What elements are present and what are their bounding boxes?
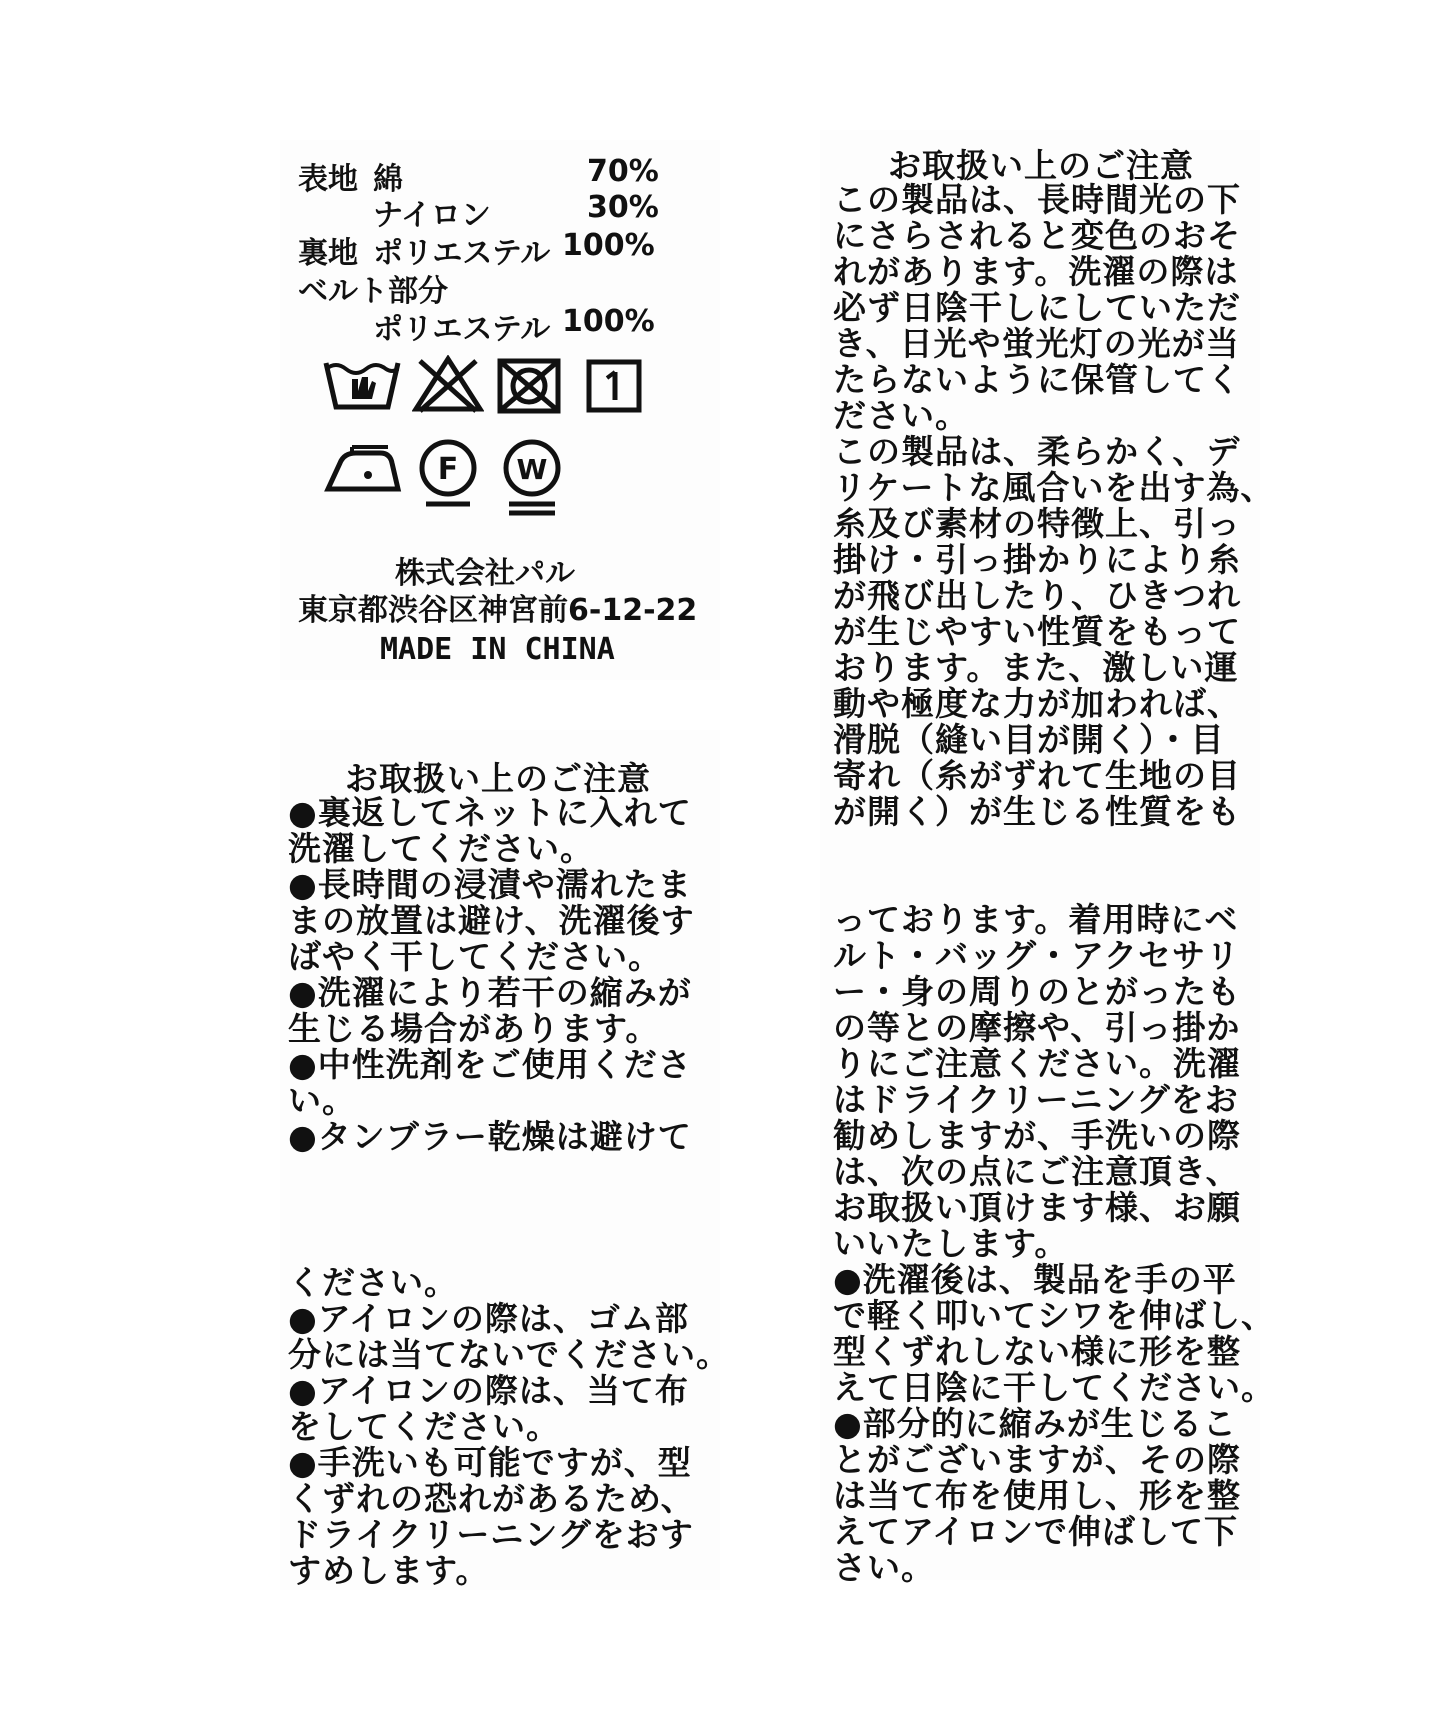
note-line: ●洗濯後は、製品を手の平 (833, 1260, 1237, 1299)
note-line: ●裏返してネットに入れて (288, 793, 692, 832)
right-notes-title: お取扱い上のご注意 (888, 146, 1194, 185)
note-line: 掛け・引っ掛かりにより糸 (833, 540, 1241, 579)
note-line: ー・身の周りのとがったも (833, 972, 1241, 1011)
percent-value: 70% (587, 154, 659, 189)
percent-value: 30% (587, 190, 659, 225)
note-line: 勧めしますが、手洗いの際 (833, 1116, 1241, 1155)
percent-value: 100% (562, 228, 655, 263)
note-line: ●洗濯により若干の縮みが (288, 973, 692, 1012)
note-line: 洗濯してください。 (288, 829, 594, 868)
note-line: が開く）が生じる性質をも (833, 792, 1241, 831)
no-bleach-icon (412, 355, 484, 413)
note-line: っております。着用時にベ (833, 900, 1239, 939)
note-line: れがあります。洗濯の際は (833, 252, 1239, 291)
svg-text:W: W (516, 453, 548, 486)
note-line: ●中性洗剤をご使用くださ (288, 1045, 692, 1084)
note-line: この製品は、柔らかく、デ (833, 432, 1241, 471)
note-line: ばやく干してください。 (288, 937, 662, 976)
percent-value: 100% (562, 304, 655, 339)
note-line: えてアイロンで伸ばして下 (833, 1512, 1239, 1551)
note-line: が飛び出したり、ひきつれ (833, 576, 1241, 615)
material-label: ナイロン (373, 198, 491, 233)
note-line: この製品は、長時間光の下 (833, 180, 1241, 219)
right-notes-block-1 (833, 182, 1274, 830)
note-line: 必ず日陰干しにしていただ (833, 288, 1241, 327)
note-line: りにご注意ください。洗濯 (833, 1044, 1241, 1083)
note-line: たらないように保管してく (833, 360, 1241, 399)
note-line: で軽く叩いてシワを伸ばし、 (833, 1296, 1275, 1335)
note-line: いいたします。 (833, 1224, 1069, 1263)
note-line: ●アイロンの際は、ゴム部 (288, 1299, 689, 1338)
line-dry-icon (585, 358, 643, 414)
left-notes-block-2 (288, 1265, 730, 1589)
note-line: リケートな風合いを出す為、 (833, 468, 1275, 507)
part-label: 表地 (298, 162, 358, 197)
note-line: は当て布を使用し、形を整 (833, 1476, 1241, 1515)
company-address: 東京都渋谷区神宮前6-12-22 (298, 593, 698, 628)
note-line: ルト・バッグ・アクセサリ (833, 936, 1241, 975)
dry-clean-f-icon (416, 438, 480, 510)
note-line: 生じる場合があります。 (288, 1009, 660, 1048)
material-label: ポリエステル (373, 236, 551, 271)
note-line: ください。 (288, 1263, 458, 1302)
note-line: ださい。 (833, 396, 969, 435)
note-line: をしてください。 (288, 1407, 560, 1446)
note-line: 分には当てないでください。 (288, 1335, 730, 1374)
note-line: い。 (288, 1081, 356, 1120)
note-line: 寄れ（糸がずれて生地の目 (833, 756, 1241, 795)
material-label: ポリエステル (373, 312, 551, 347)
note-line: ●部分的に縮みが生じるこ (833, 1404, 1237, 1443)
note-line: さい。 (833, 1548, 935, 1587)
note-line: 糸及び素材の特徴上、引っ (833, 504, 1241, 543)
no-tumble-dry-icon (496, 357, 562, 415)
note-line: くずれの恐れがあるため、 (288, 1479, 695, 1518)
note-line: えて日陰に干してください。 (833, 1368, 1275, 1407)
left-notes-block-1 (288, 795, 695, 1155)
left-notes-title: お取扱い上のご注意 (345, 759, 651, 798)
note-line: まの放置は避け、洗濯後す (288, 901, 695, 940)
note-line: はドライクリーニングをお (833, 1080, 1239, 1119)
note-line: すめします。 (288, 1551, 490, 1590)
note-line: き、日光や蛍光灯の光が当 (833, 324, 1240, 363)
part-label: 裏地 (298, 236, 358, 271)
note-line: ドライクリーニングをおす (288, 1515, 694, 1554)
material-label: 綿 (373, 162, 403, 197)
note-line: ●タンブラー乾燥は避けて (288, 1117, 692, 1156)
note-line: 型くずれしない様に形を整 (833, 1332, 1241, 1371)
note-line: とがございますが、その際 (833, 1440, 1241, 1479)
note-line: お取扱い頂けます様、お願 (833, 1188, 1241, 1227)
right-notes-block-2 (833, 902, 1275, 1586)
note-line: 滑脱（縫い目が開く）・目 (833, 720, 1225, 759)
country-of-origin: MADE IN CHINA (380, 632, 615, 667)
note-line: ●手洗いも可能ですが、型 (288, 1443, 692, 1482)
hand-wash-icon (322, 355, 402, 415)
note-line: が生じやすい性質をもって (833, 612, 1241, 651)
note-line: ●長時間の浸漬や濡れたま (288, 865, 692, 904)
note-line: にさらされると変色のおそ (833, 216, 1241, 255)
note-line: おります。また、激しい運 (833, 648, 1239, 687)
low-iron-icon (322, 443, 404, 495)
wet-clean-w-icon (499, 438, 565, 518)
svg-text:F: F (437, 452, 459, 487)
note-line: の等との摩擦や、引っ掛か (833, 1008, 1241, 1047)
company-name: 株式会社パル (395, 556, 575, 591)
note-line: は、次の点にご注意頂き、 (833, 1152, 1240, 1191)
part-label: ベルト部分 (298, 274, 448, 309)
note-line: 動や極度な力が加われば、 (833, 684, 1241, 723)
note-line: ●アイロンの際は、当て布 (288, 1371, 689, 1410)
